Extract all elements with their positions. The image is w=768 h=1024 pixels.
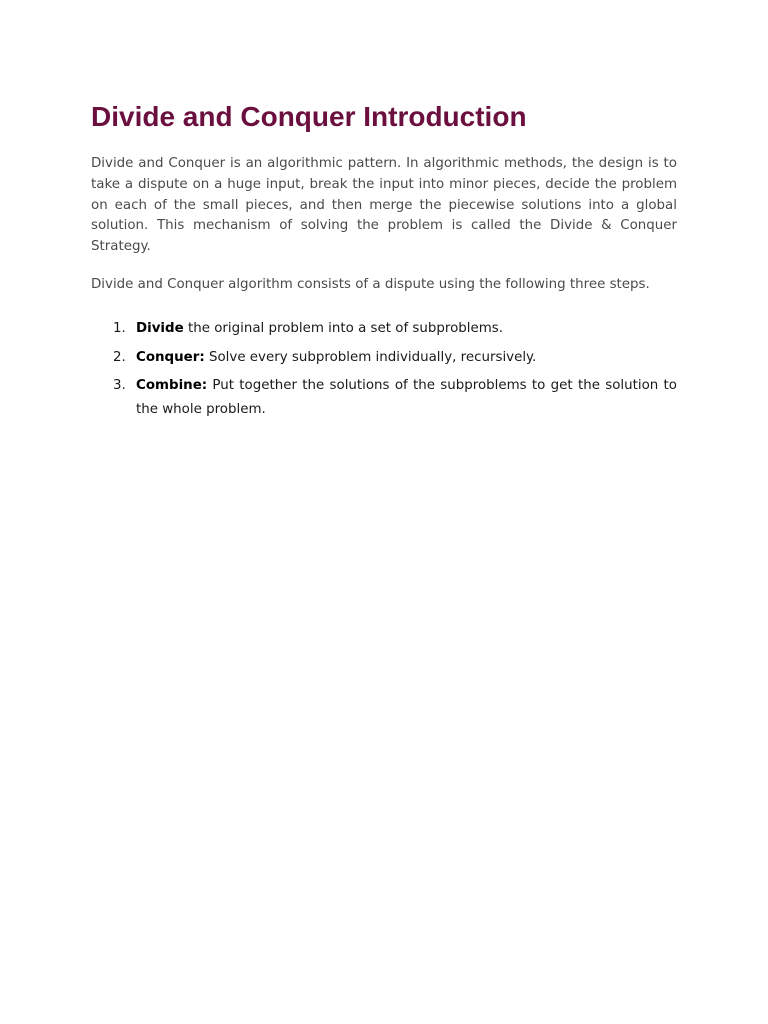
list-item (91, 317, 677, 341)
list-item-text: the original problem into a set of subproblems. (183, 321, 504, 336)
list-item-term: Combine: (136, 378, 208, 393)
list-item-number: 3. (113, 378, 126, 393)
list-item-text: Put together the solutions of the subproblems to get the solution to the whole problem. (136, 378, 677, 417)
list-item-text: Solve every subproblem individually, recursively. (204, 349, 537, 365)
list-item (91, 346, 677, 370)
list-item-number: 2. (113, 349, 126, 365)
intro-paragraph: Divide and Conquer is an algorithmic pattern. In algorithmic methods, the design is to take a dispute on a huge input, break the input into minor pieces, decide the problem on each of the small pieces, and then merge the piecewise solutions into a global solution. This mechanism of solving the problem is called the Divide & Conquer Strategy. (91, 156, 677, 255)
steps-lead-paragraph: Divide and Conquer algorithm consists of a dispute using the following three steps. (91, 277, 650, 292)
list-item-number: 1. (113, 321, 126, 336)
list-item-term: Conquer: (136, 349, 205, 365)
list-item (91, 374, 677, 421)
list-item-term: Divide (136, 321, 184, 336)
steps-list (91, 317, 677, 426)
page-title: Divide and Conquer Introduction (91, 101, 527, 132)
